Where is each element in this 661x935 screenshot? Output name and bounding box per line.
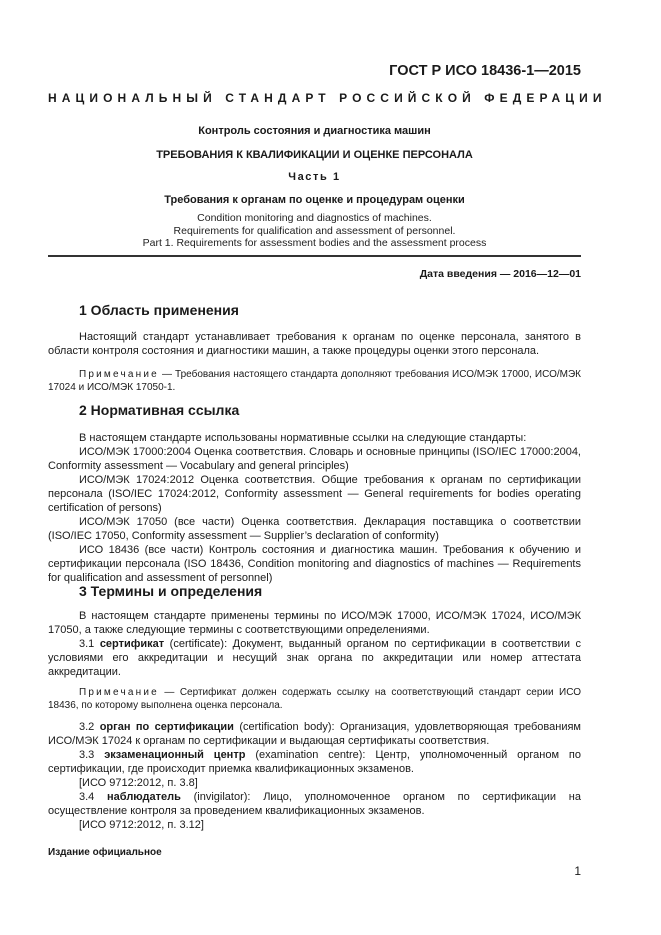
term-3-4-source: [ИСО 9712:2012, п. 3.12] (79, 819, 204, 831)
term-3-3-source: [ИСО 9712:2012, п. 3.8] (79, 777, 198, 789)
term-number: 3.2 (79, 721, 100, 733)
section-1-note (48, 368, 581, 394)
term-3-4 (48, 790, 581, 818)
term-name: наблюдатель (107, 791, 181, 803)
reference-iso-18436: ИСО 18436 (все части) Контроль состояния и диагностика машин. Требования к обучению и сертификации персонала (ISO 18436, Condition monitoring and diagnostics of machines — Requirements for qualification and assessment of personnel) (48, 544, 581, 584)
term-3-1 (48, 637, 581, 679)
term-definition: (certification body): Организация, удовлетворяющая требованиям ИСО/МЭК 17024 к органам по сертификации и выдающая сертификаты соответствия. (48, 721, 581, 747)
section-2-heading: 2 Нормативная ссылка (79, 402, 240, 418)
term-number: 3.3 (79, 749, 105, 761)
note-text: — Требования настоящего стандарта дополняют требования ИСО/МЭК 17000, ИСО/МЭК 17024 и ИСО/МЭК 17050-1. (48, 369, 581, 393)
reference-iso-17000: ИСО/МЭК 17000:2004 Оценка соответствия. Словарь и основные принципы (ISO/IEC 17000:2004, Conformity assessment — Vocabulary and general principles) (48, 446, 581, 472)
term-name: экзаменационный центр (104, 749, 246, 761)
part-title: Требования к органам по оценке и процедурам оценки (164, 194, 465, 206)
term-number: 3.4 (79, 791, 108, 803)
section-2-intro: В настоящем стандарте использованы нормативные ссылки на следующие стандарты: (79, 432, 527, 444)
term-3-3 (48, 748, 581, 776)
section-3-terms (48, 609, 581, 679)
term-definition: (certificate): Документ, выданный органом по сертификации в соответствии с условиями его аккредитации и несущий знак органа по аккредитации или номер аттестата аккредитации. (48, 638, 581, 678)
section-2-body (48, 431, 581, 585)
term-name: сертификат (99, 638, 165, 650)
note-label: Примечание (79, 369, 159, 380)
section-1-paragraph: Настоящий стандарт устанавливает требования к органам по оценке персонала, занятого в области контроля состояния и диагностики машин, а также процедуры оценки этого персонала. (48, 331, 581, 357)
official-edition-label: Издание официальное (48, 847, 162, 858)
gost-code: ГОСТ Р ИСО 18436-1—2015 (389, 63, 581, 79)
term-definition: (examination centre): Центр, уполномоченный органом по сертификации, где происходит приемка квалификационных экзаменов. (48, 749, 581, 775)
section-3-intro: В настоящем стандарте применены термины по ИСО/МЭК 17000, ИСО/МЭК 17024, ИСО/МЭК 17050, а также следующие термины с соответствующими определениями. (48, 610, 581, 636)
section-3-terms-continued (48, 720, 581, 832)
date-of-introduction: Дата введения — 2016—12—01 (419, 268, 581, 280)
page-number: 1 (574, 864, 581, 878)
note-text: — Сертификат должен содержать ссылку на соответствующий стандарт серии ИСО 18436, по которому выполнена оценка персонала. (48, 687, 581, 711)
english-title-line-3: Part 1. Requirements for assessment bodies and the assessment process (142, 237, 487, 249)
section-3-note (48, 686, 581, 712)
section-3-heading: 3 Термины и определения (79, 583, 263, 599)
term-3-2 (48, 720, 581, 748)
national-standard-banner: НАЦИОНАЛЬНЫЙ СТАНДАРТ РОССИЙСКОЙ ФЕДЕРАЦИИ (48, 91, 607, 105)
title-line-1: Контроль состояния и диагностика машин (198, 125, 431, 137)
english-title-line-1: Condition monitoring and diagnostics of machines. (197, 212, 432, 224)
section-1-heading: 1 Область применения (79, 302, 239, 318)
term-number: 3.1 (79, 638, 100, 650)
part-label: Часть 1 (288, 171, 341, 183)
title-divider (48, 255, 581, 257)
english-title (48, 212, 581, 250)
title-line-2: ТРЕБОВАНИЯ К КВАЛИФИКАЦИИ И ОЦЕНКЕ ПЕРСОНАЛА (156, 149, 473, 161)
english-title-line-2: Requirements for qualification and assessment of personnel. (173, 224, 456, 237)
term-definition: (invigilator): Лицо, уполномоченное органом по сертификации на осуществление контроля за проведением квалификационных экзаменов. (48, 791, 581, 817)
term-name: орган по сертификации (99, 721, 234, 733)
reference-iso-17024: ИСО/МЭК 17024:2012 Оценка соответствия. Общие требования к органам по сертификации персонала (ISO/IEC 17024:2012, Conformity assessment — General requirements for bodies operating certification of persons) (48, 474, 581, 514)
reference-iso-17050: ИСО/МЭК 17050 (все части) Оценка соответствия. Декларация поставщика о соответствии (ISO/IEC 17050, Conformity assessment — Supplier’s declaration of conformity) (48, 516, 581, 542)
note-label: Примечание (79, 687, 159, 698)
